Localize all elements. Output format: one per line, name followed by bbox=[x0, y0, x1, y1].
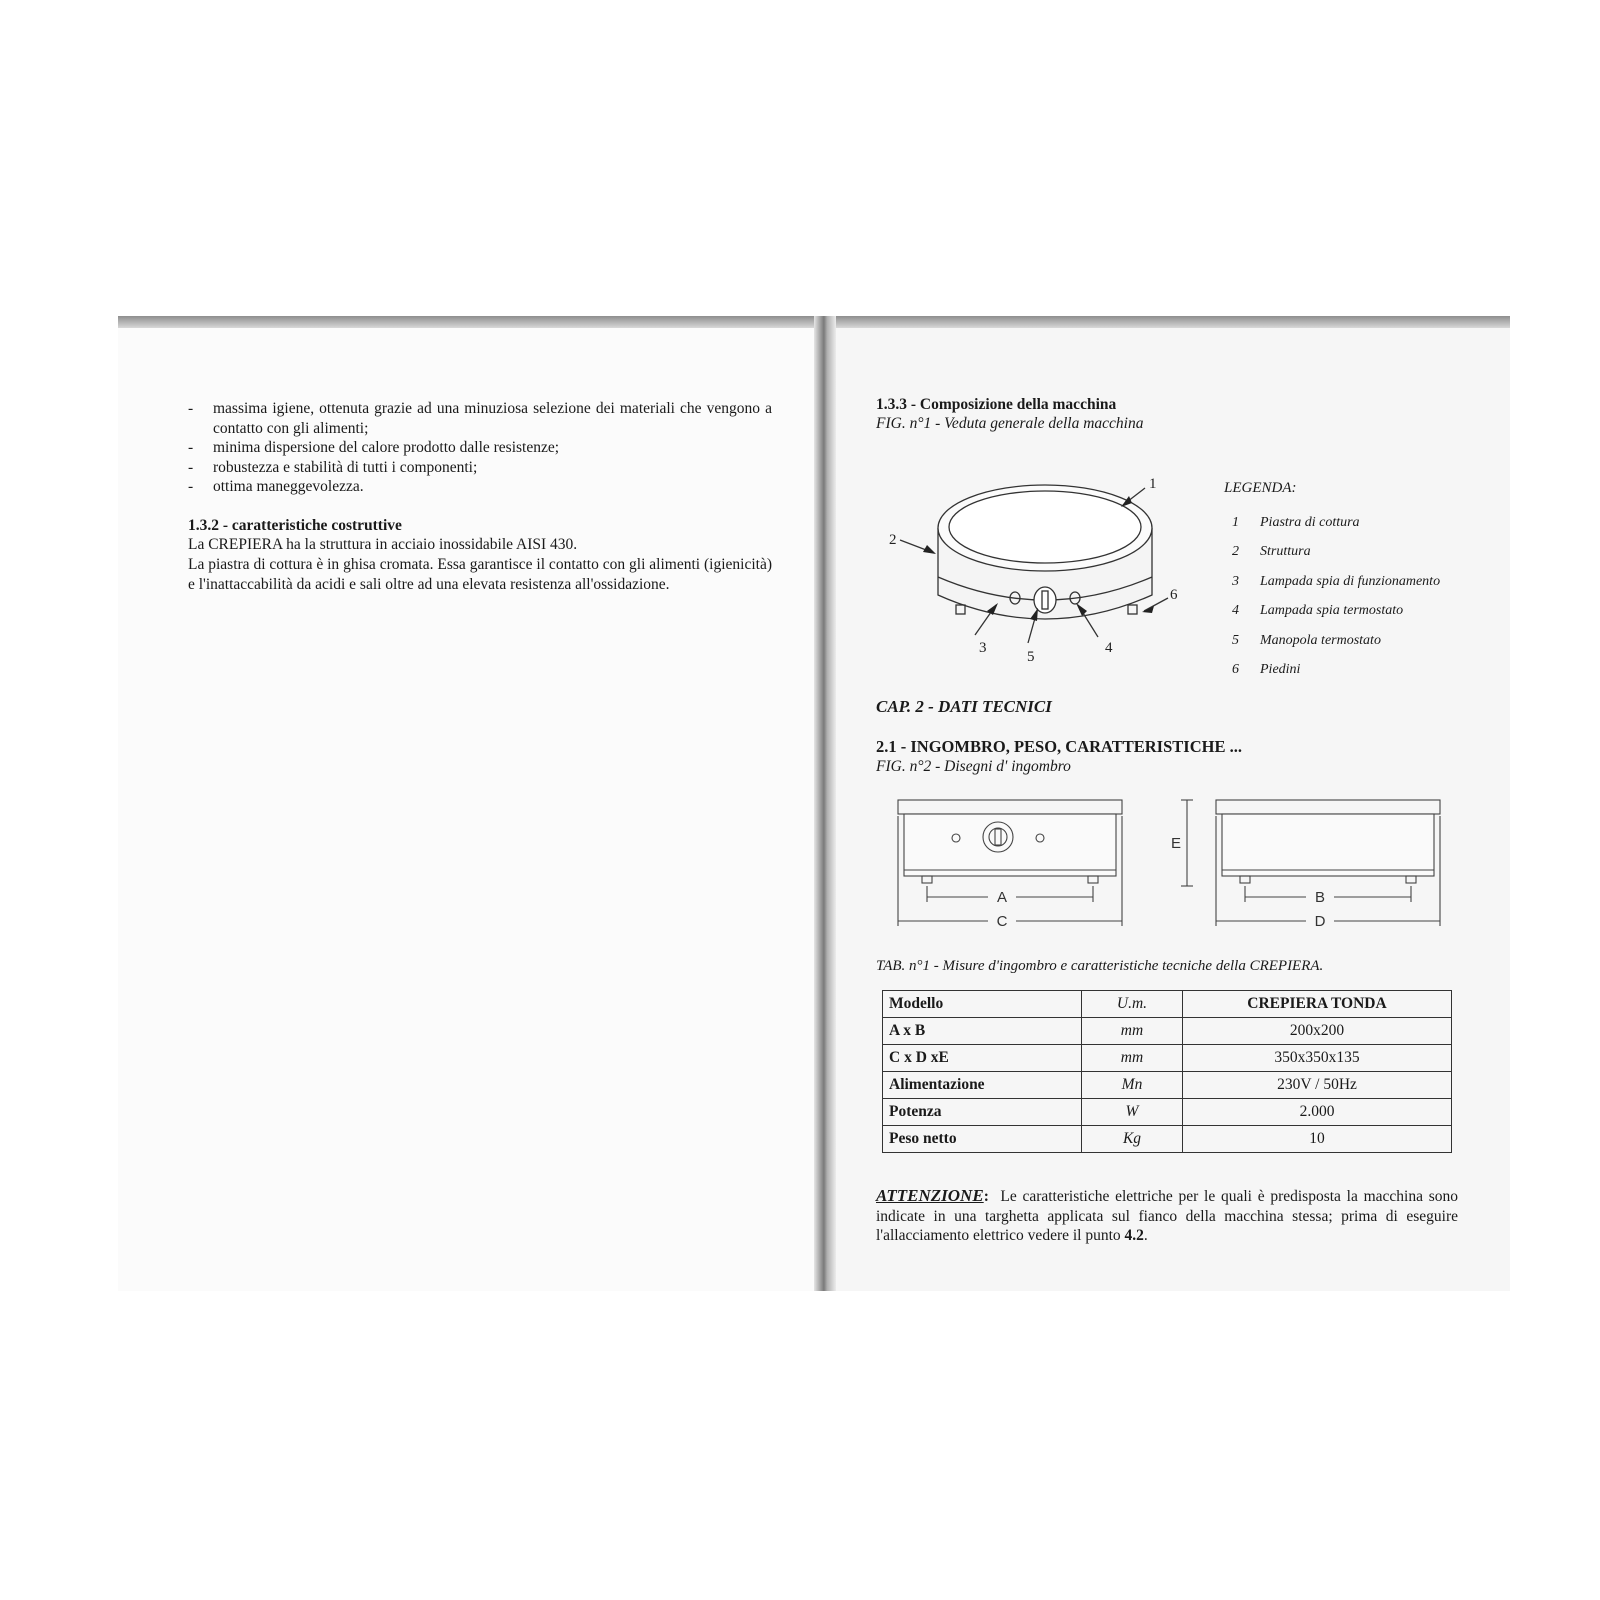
table-row bbox=[883, 1099, 1452, 1126]
feature-list bbox=[188, 399, 772, 497]
fig1-label: 1 bbox=[1149, 476, 1157, 492]
front-foot bbox=[922, 876, 932, 883]
attention-text: Le caratteristiche elettriche per le quali è predisposta la macchina sono indicate in una targhetta applicata sul fianco della macchina stessa; prima di eseguire l'allacciamento elettrico vedere il punto bbox=[876, 1188, 1459, 1245]
leader-line bbox=[1144, 598, 1168, 611]
legend-label: Struttura bbox=[1260, 544, 1311, 560]
list-item bbox=[188, 477, 772, 497]
table-cell: Peso netto bbox=[883, 1126, 1082, 1153]
list-dash: - bbox=[188, 400, 194, 417]
attention-end: . bbox=[1143, 1227, 1148, 1245]
section-133-title: 1.3.3 - Composizione della macchina bbox=[876, 396, 1117, 413]
crepe-machine-drawing bbox=[880, 465, 1210, 675]
legend-label: Manopola termostato bbox=[1260, 632, 1381, 648]
fig1-label: 2 bbox=[889, 532, 897, 548]
table-cell: 2.000 bbox=[1183, 1099, 1452, 1126]
header-cell: CREPIERA TONDA bbox=[1183, 991, 1452, 1018]
table-cell: W bbox=[1082, 1099, 1183, 1126]
table-row bbox=[883, 1126, 1452, 1153]
legend-item bbox=[1232, 508, 1440, 537]
section-132-line: La CREPIERA ha la struttura in acciaio inossidabile AISI 430. bbox=[188, 536, 578, 553]
attention-note bbox=[876, 1186, 1458, 1246]
fig2-caption: FIG. n°2 - Disegni d' ingombro bbox=[876, 758, 1071, 775]
legend-label: Lampada spia di funzionamento bbox=[1260, 573, 1441, 589]
dimension-label-c: C bbox=[996, 913, 1008, 930]
legend-label: Piedini bbox=[1260, 662, 1301, 678]
table-cell: Alimentazione bbox=[883, 1072, 1082, 1099]
legend-number: 2 bbox=[1232, 544, 1239, 560]
arrow-head bbox=[1142, 606, 1154, 613]
list-dash: - bbox=[188, 458, 194, 476]
list-item bbox=[188, 399, 772, 438]
attention-label: ATTENZIONE bbox=[876, 1186, 984, 1205]
section-132-title: 1.3.2 - caratteristiche costruttive bbox=[188, 517, 402, 534]
front-body bbox=[904, 814, 1116, 876]
list-item bbox=[188, 458, 772, 478]
legend-item bbox=[1232, 596, 1440, 625]
header-cell: U.m. bbox=[1082, 991, 1183, 1018]
section-21-title: 2.1 - INGOMBRO, PESO, CARATTERISTICHE ... bbox=[876, 737, 1242, 756]
side-body bbox=[1222, 814, 1434, 876]
section-132-paragraph: La piastra di cottura è in ghisa cromata. Essa garantisce il contatto con gli alimenti (igienicità) e l'inattaccabilità da acidi e sali oltre ad una elevata resistenza all'ossidazione. bbox=[188, 556, 772, 593]
legend-item bbox=[1232, 626, 1440, 655]
legend-item bbox=[1232, 567, 1440, 596]
table-cell: C x D xE bbox=[883, 1045, 1082, 1072]
table-row bbox=[883, 1045, 1452, 1072]
table-cell: 200x200 bbox=[1183, 1018, 1452, 1045]
dimension-label-b: B bbox=[1314, 889, 1326, 906]
header-cell: Modello bbox=[883, 991, 1082, 1018]
table-cell: Mn bbox=[1082, 1072, 1183, 1099]
fig1-caption: FIG. n°1 - Veduta generale della macchina bbox=[876, 415, 1144, 432]
list-dash: - bbox=[188, 439, 194, 457]
attention-reference: 4.2 bbox=[1124, 1227, 1144, 1245]
table-cell: mm bbox=[1082, 1018, 1183, 1045]
table-row bbox=[883, 1072, 1452, 1099]
tab1-caption: TAB. n°1 - Misure d'ingombro e caratteristiche tecniche della CREPIERA. bbox=[876, 958, 1324, 974]
legend-number: 4 bbox=[1232, 603, 1239, 619]
table-cell: mm bbox=[1082, 1045, 1183, 1072]
side-foot bbox=[1406, 876, 1416, 883]
table-cell: A x B bbox=[883, 1018, 1082, 1045]
side-foot bbox=[1240, 876, 1250, 883]
legend-number: 1 bbox=[1232, 515, 1239, 530]
dimension-drawings bbox=[892, 790, 1452, 940]
fig1-label: 5 bbox=[1027, 649, 1035, 665]
legend-item bbox=[1232, 537, 1440, 566]
arrow-head bbox=[923, 545, 936, 554]
front-foot bbox=[1088, 876, 1098, 883]
table-row bbox=[883, 1018, 1452, 1045]
dimension-label-a: A bbox=[996, 889, 1008, 906]
list-dash: - bbox=[188, 478, 194, 496]
legend-number: 3 bbox=[1232, 573, 1239, 589]
list-item-text: robustezza e stabilità di tutti i componenti; bbox=[213, 458, 478, 476]
table-cell: 230V / 50Hz bbox=[1183, 1072, 1452, 1099]
legend-title: LEGENDA: bbox=[1224, 480, 1297, 496]
book-gutter bbox=[814, 316, 836, 1291]
table-cell: Potenza bbox=[883, 1099, 1082, 1126]
legend-item bbox=[1232, 655, 1440, 684]
foot bbox=[1128, 605, 1137, 614]
list-item bbox=[188, 438, 772, 458]
attention-colon: : bbox=[983, 1188, 989, 1205]
list-item-text: massima igiene, ottenuta grazie ad una minuziosa selezione dei materiali che vengono a contatto con gli alimenti; bbox=[213, 400, 772, 437]
fig1-label: 4 bbox=[1105, 640, 1113, 656]
dimension-label-e: E bbox=[1170, 835, 1182, 852]
cooking-plate bbox=[949, 491, 1141, 563]
dimension-label-d: D bbox=[1314, 913, 1326, 930]
foot bbox=[956, 605, 965, 614]
legend-list bbox=[1232, 508, 1440, 684]
fig1-label: 6 bbox=[1170, 587, 1178, 603]
side-plate bbox=[1216, 800, 1440, 814]
table-cell: 10 bbox=[1183, 1126, 1452, 1153]
table-header-row bbox=[883, 991, 1452, 1018]
table-cell: Kg bbox=[1082, 1126, 1183, 1153]
table-cell: 350x350x135 bbox=[1183, 1045, 1452, 1072]
list-item-text: ottima maneggevolezza. bbox=[213, 478, 364, 496]
spec-table bbox=[882, 990, 1452, 1153]
front-plate bbox=[898, 800, 1122, 814]
fig1-label: 3 bbox=[979, 640, 987, 656]
chapter-title: CAP. 2 - DATI TECNICI bbox=[876, 697, 1052, 716]
legend-label: Lampada spia termostato bbox=[1260, 603, 1404, 619]
legend-number: 6 bbox=[1232, 662, 1239, 678]
legend-number: 5 bbox=[1232, 632, 1239, 648]
list-item-text: minima dispersione del calore prodotto dalle resistenze; bbox=[213, 439, 560, 457]
legend-label: Piastra di cottura bbox=[1260, 515, 1360, 530]
